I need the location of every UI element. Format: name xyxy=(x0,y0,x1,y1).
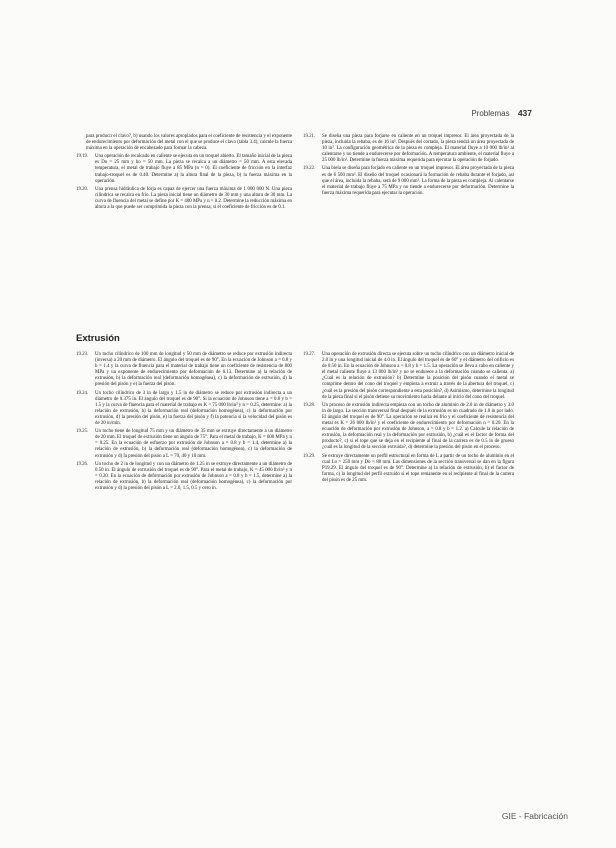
problem-text: Un proceso de extrusión indirecta empieza con un tocho de aluminio de 2.0 in de diámetro y 3.0 in de largo. La sección transversal final después de la extrusión es un cuadrado de 1.0 in por lado. El ángulo del troquel es de 90°. La operación se realiza en frío y el coeficiente de resistencia del metal es K = 26 000 lb/in² y el coeficiente de endurecimiento por deformación n = 0.20. En la ecuación de deformación por extrusión de Johnson, a = 0.8 y b = 1.2. a) Calcule la relación de extrusión, la deformación real y la deformación por extrusión, b) ¿cuál es el factor de forma del producto?, c) si el tope que se deja en el recipiente al final de la carrera es de 0.5 in de grueso ¿cuál es la longitud de la sección extruida?, d) determine la presión del pisón en el proceso. xyxy=(322,402,514,451)
problem-item xyxy=(76,352,292,389)
problem-item xyxy=(303,454,514,484)
problem-text: Se extruye directamente un perfil estructural en forma de L a partir de un tocho de aluminio en el cual Lo = 250 mm y Do = 88 mm. Las dimensiones de la sección transversal se dan en la figura P19.29. El ángulo del troquel es de 90°. Determine a) la relación de extrusión, b) el factor de forma, c) la longitud del perfil extruido si el tope remanente en el recipiente al final de la carrera del pisón es de 25 mm. xyxy=(322,453,514,483)
problem-text: Una prensa hidráulica de forja es capaz de ejercer una fuerza máxima de 1 000 000 N. Una pieza cilíndrica se recalca en frío. La pieza inicial tiene un diámetro de 30 mm y una altura de 30 mm. La curva de fluencia del metal se define por K = 400 MPa y n = 0.2. Determine la reducción máxima en altura a la que puede ser comprimida la pieza con la prensa, si el coeficiente de fricción es de 0.1. xyxy=(95,186,292,211)
problem-number: 19.25. xyxy=(76,429,89,435)
problem-number: 19.20. xyxy=(76,186,89,192)
page-header xyxy=(471,108,532,118)
problem-text: Un tocho cilíndrico de 3 in de largo y 1.5 in de diámetro se reduce por extrusión indirecta a un diámetro de 0.375 in. El ángulo del troquel es de 90°. Si la ecuación de Johnson tiene a = 0.8 y b = 1.5 y la curva de fluencia para el material de trabajo es K = 75 000 lb/in² y n = 0.25, determine: a) la relación de extrusión, b) la deformación real (deformación homogénea), c) la deformación por extrusión, d) la presión del pisón, e) la fuerza del pisón y f) la potencia si la velocidad del pisón es de 20 in/min. xyxy=(95,390,292,427)
problem-text: para producir el clavo?, b) usando los valores apropiados para el coeficiente de resistencia y el exponente de endurecimiento por deformación del metal con el que se produce el clavo (tabla 3.4), calcule la fuerza máxima en la operación de encabezado para formar la cabeza. xyxy=(86,134,292,152)
problem-item xyxy=(303,403,514,452)
left-column-bottom xyxy=(76,352,292,494)
problem-number: 19.23. xyxy=(76,352,89,357)
problem-item xyxy=(303,134,514,164)
problem-number: 19.26. xyxy=(76,461,89,467)
page-number: 437 xyxy=(517,108,532,118)
problem-item xyxy=(76,391,292,428)
problem-item xyxy=(76,154,292,184)
problem-text: Un tocho cilíndrico de 100 mm de longitud y 50 mm de diámetro se reduce por extrusión indirecta (inversa) a 20 mm de diámetro. El ángulo del troquel es de 90°. En la ecuación de Johnson a = 0.8 y b = 1.4 y la curva de fluencia para el material de trabajo tiene un coeficiente de resistencia de 800 MPa y un exponente de endurecimiento por deformación de 0.13. Determine a) la relación de extrusión, b) la deformación real (deformación homogénea), c) la deformación de extrusión, d) la presión del pisón y e) la fuerza del pisón. xyxy=(95,352,292,388)
problem-text: Una operación de recalcado en caliente se ejecuta en un troquel abierto. El tamaño inicial de la pieza es Do = 25 mm y ho = 50 mm. La pieza se recalca a un diámetro = 50 mm. A esta elevada temperatura, el metal de trabajo fluye a 85 MPa (n = 0). El coeficiente de fricción en la interfaz trabajo-troquel es de 0.40. Determine a) la altura final de la pieza, b) la fuerza máxima en la operación. xyxy=(95,154,292,184)
problem-text: Se diseña una pieza para forjarse en caliente en un troquel impresor. El área proyectada de la pieza, incluida la rebaba, es de 16 in². Después del cortado, la pieza tendrá un área proyectada de 10 in². La configuración geométrica de la pieza es compleja. El material fluye a 10 000 lb/in² al calentarse y no tiende a endurecerse por deformación. A temperatura ambiente, el material fluye a 25 000 lb/in². Determine la fuerza máxima requerida para ejecutar la operación de forjado. xyxy=(322,134,514,164)
problem-number: 19.19. xyxy=(76,154,89,160)
problem-number: 19.22. xyxy=(303,166,316,172)
header-title: Problemas xyxy=(471,109,510,118)
problem-number: 19.28. xyxy=(303,402,316,408)
problem-continued xyxy=(86,134,292,152)
problem-item xyxy=(76,462,292,492)
problem-text: Una biela se diseña para forjado en caliente en un troquel impresor. El área proyectada de la pieza es de 6 500 mm². El diseño del troquel ocasionará la formación de rebaba durante el forjado, así que el área, incluida la rebaba, será de 9 000 mm². La forma de la pieza es compleja. Al calentarse el material de trabajo fluye a 75 MPa y no tiende a endurecerse por deformación. Determine la fuerza máxima requerida para ejecutar la operación. xyxy=(322,166,514,196)
problem-number: 19.21. xyxy=(303,134,316,139)
problem-number: 19.24. xyxy=(76,390,89,396)
right-column-top xyxy=(303,134,514,199)
left-column-top xyxy=(76,134,292,213)
page-footer: GIE - Fabricación xyxy=(501,811,568,821)
section-title: Extrusión xyxy=(76,333,120,344)
problem-text: Un tocho tiene de longitud 75 mm y un diámetro de 35 mm se extruye directamente a un diámetro de 20 mm. El troquel de extrusión tiene un ángulo de 75°. Para el metal de trabajo, K = 600 MPa y n = 0.25. En la ecuación de esfuerzo por extrusión de Johnson a = 0.8 y b = 1.4, determine a) la relación de extrusión, b) la deformación real (deformación homogénea), c) la deformación de extrusión y d) la presión del pisón a L = 70, 40 y 10 mm. xyxy=(95,429,292,459)
problem-item xyxy=(303,352,514,401)
problem-item xyxy=(303,166,514,196)
problem-number: 19.27. xyxy=(303,352,316,357)
problem-item xyxy=(76,187,292,211)
right-column-bottom xyxy=(303,352,514,486)
problem-item xyxy=(76,429,292,459)
problem-text: Una operación de extrusión directa se ejecuta sobre un tocho cilíndrico con un diámetro inicial de 2.0 in y una longitud inicial de 4.0 in. El ángulo del troquel es de 60° y el diámetro del orificio es de 0.50 in. En la ecuación de Johnson a = 0.8 y b = 1.5. La operación se lleva a cabo en caliente y el metal caliente fluye a 13 000 lb/in² y no se endurece a la deformación cuando se calienta. a) ¿Cuál es la relación de extrusión? b) Determine la posición del pisón cuando el metal se comprime dentro del cono del troquel y empieza a extruir a través de la abertura del troquel, c) ¿cuál es la presión del pisón correspondiente a esta posición?, d) Asimismo, determine la longitud de la pieza final si el pisón detiene su movimiento hacia delante al inicio del cono del troquel. xyxy=(322,352,514,400)
problem-number: 19.29. xyxy=(303,453,316,459)
problem-text: Un tocho de 2 in de longitud y con un diámetro de 1.25 in se extruye directamente a un diámetro de 0.50 in. El ángulo de extrusión del troquel es de 90°. Para el metal de trabajo, K = 45 000 lb/in² y n = 0.20. En la ecuación de deformación por extrusión de Johnson a = 0.8 y b = 1.5, determine a) la relación de extrusión, b) la deformación real (deformación homogénea), c) la deformación por extrusión y d) la presión del pisón a L = 2.0, 1.5, 0.5 y cero in. xyxy=(95,461,292,491)
